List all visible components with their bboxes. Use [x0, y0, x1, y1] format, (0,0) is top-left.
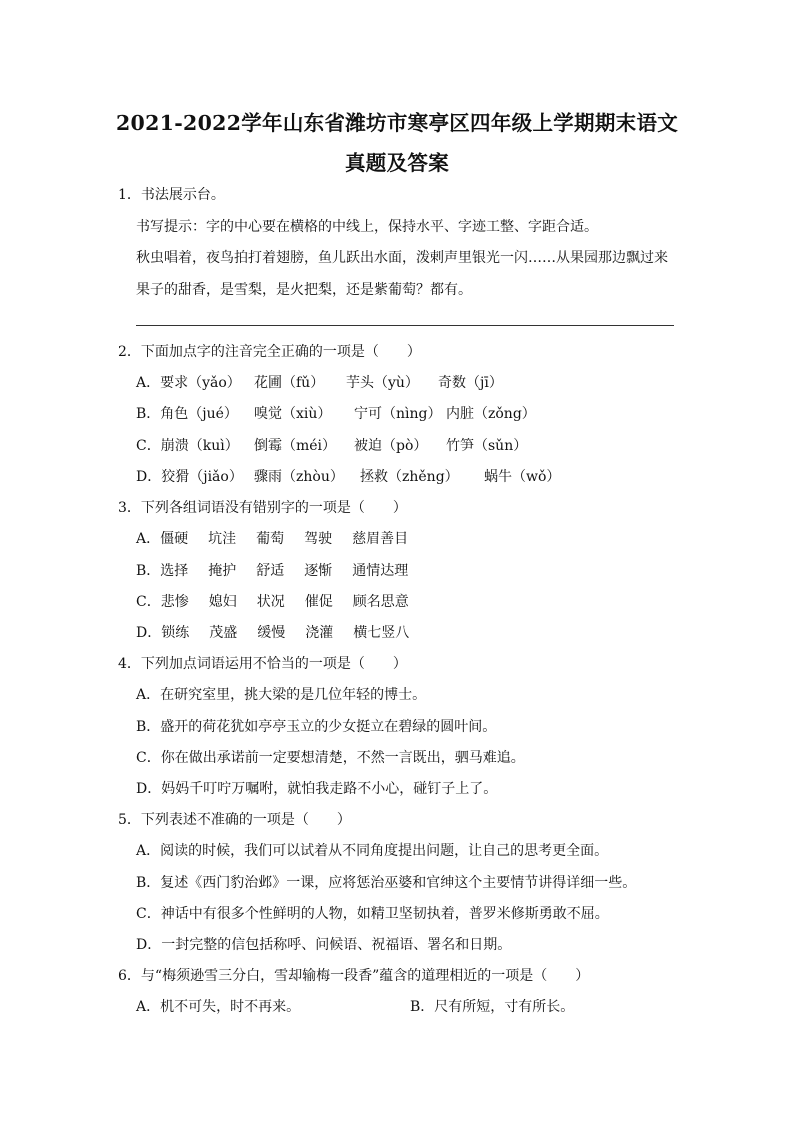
option-word: 慈眉善目	[352, 531, 409, 547]
q2-option-b	[136, 404, 556, 424]
option-word: 逐惭	[304, 563, 333, 579]
q2-option-a	[136, 373, 538, 393]
option-word: 横七竖八	[353, 625, 410, 641]
q3-option-c	[136, 592, 443, 612]
q2-option-c	[136, 436, 566, 456]
q6-stem: 6．与“梅须逊雪三分白，雪却输梅一段香”蕴含的道理相近的一项是（ ）	[118, 968, 590, 984]
q2-option-d	[136, 467, 594, 487]
option-item: D．狡猾（jiǎo）	[136, 469, 243, 485]
option-letter: B．	[136, 563, 161, 579]
q1-text-line2: 果子的甜香，是雪梨，是火把梨，还是紫葡萄？都有。	[136, 282, 472, 298]
q3-option-b	[136, 561, 442, 581]
option-item: 竹笋（sǔn）	[446, 438, 528, 454]
option-word: 浇灌	[305, 625, 334, 641]
q6-option-a: A．机不可失，时不再来。	[136, 999, 301, 1015]
option-word: 通情达理	[352, 563, 409, 579]
page-title-line2: 真题及答案	[345, 151, 449, 175]
q5-stem: 5．下列表述不准确的一项是（ ）	[118, 812, 351, 828]
option-item: 蜗牛（wǒ）	[484, 469, 561, 485]
q4-option-b: B．盛开的荷花犹如亭亭玉立的少女挺立在碧绿的圆叶间。	[136, 719, 497, 735]
q1-text-line1: 秋虫唱着，夜鸟拍打着翅膀，鱼儿跃出水面，泼剌声里银光一闪……从果园那边飘过来	[136, 250, 668, 266]
option-letter: A．	[136, 531, 161, 547]
q4-option-c: C．你在做出承诺前一定要想清楚，不然一言既出，驷马难追。	[136, 750, 525, 766]
option-item: 花圃（fǔ）	[254, 375, 325, 391]
option-word: 掩护	[208, 563, 237, 579]
writing-line	[136, 325, 674, 326]
option-item: 倒霉（méi）	[254, 438, 337, 454]
q5-option-b: B．复述《西门豹治邺》一课，应将惩治巫婆和官绅这个主要情节讲得详细一些。	[136, 875, 637, 891]
q4-option-a: A．在研究室里，挑大梁的是几位年轻的博士。	[136, 687, 427, 703]
option-item: 宁可（nìng）	[354, 406, 442, 422]
q5-option-d: D．一封完整的信包括称呼、问候语、祝福语、署名和日期。	[136, 937, 512, 953]
q6-options	[136, 997, 680, 1017]
q2-stem: 2．下面加点字的注音完全正确的一项是（ ）	[118, 344, 421, 360]
option-item: 嗅觉（xiù）	[254, 406, 332, 422]
option-item: B．角色（jué）	[136, 406, 238, 422]
option-letter: D．	[136, 625, 162, 641]
option-letter: C．	[136, 594, 161, 610]
option-word: 顾名思意	[352, 594, 409, 610]
q6-option-b: B．尺有所短，寸有所长。	[410, 999, 575, 1015]
option-word: 葡萄	[256, 531, 285, 547]
option-word: 僵硬	[160, 531, 189, 547]
q1-hint: 书写提示：字的中心要在横格的中线上，保持水平、字迹工整、字距合适。	[136, 219, 598, 235]
q3-option-a	[136, 529, 442, 549]
q4-option-d: D．妈妈千叮咛万嘱咐，就怕我走路不小心，碰钉子上了。	[136, 781, 498, 797]
option-item: 内脏（zǒng）	[446, 406, 536, 422]
option-word: 状况	[256, 594, 285, 610]
q4-stem: 4．下列加点词语运用不恰当的一项是（ ）	[118, 656, 407, 672]
option-item: A．要求（yǎo）	[136, 375, 241, 391]
q1-stem: 1．书法展示台。	[118, 187, 225, 203]
option-item: C．崩溃（kuì）	[136, 438, 239, 454]
option-word: 茂盛	[209, 625, 238, 641]
option-word: 缓慢	[257, 625, 286, 641]
option-item: 拯救（zhěng）	[360, 469, 459, 485]
q3-option-d	[136, 623, 443, 643]
option-word: 舒适	[256, 563, 285, 579]
q5-option-a: A．阅读的时候，我们可以试着从不同角度提出问题，让自己的思考更全面。	[136, 843, 609, 859]
option-word: 媳妇	[208, 594, 237, 610]
option-word: 悲惨	[160, 594, 189, 610]
option-item: 骤雨（zhòu）	[254, 469, 344, 485]
option-item: 被迫（pò）	[354, 438, 428, 454]
option-item: 奇数（jī）	[438, 375, 503, 391]
option-word: 催促	[304, 594, 333, 610]
option-word: 锁练	[161, 625, 190, 641]
option-word: 坑洼	[208, 531, 237, 547]
option-item: 芋头（yù）	[346, 375, 419, 391]
q5-option-c: C．神话中有很多个性鲜明的人物，如精卫坚韧执着，普罗米修斯勇敢不屈。	[136, 906, 609, 922]
q3-stem: 3．下列各组词语没有错别字的一项是（ ）	[118, 500, 407, 516]
option-word: 选择	[160, 563, 189, 579]
page-title: 2021-2022学年山东省潍坊市寒亭区四年级上学期期末语文	[115, 111, 679, 135]
option-word: 驾驶	[304, 531, 333, 547]
